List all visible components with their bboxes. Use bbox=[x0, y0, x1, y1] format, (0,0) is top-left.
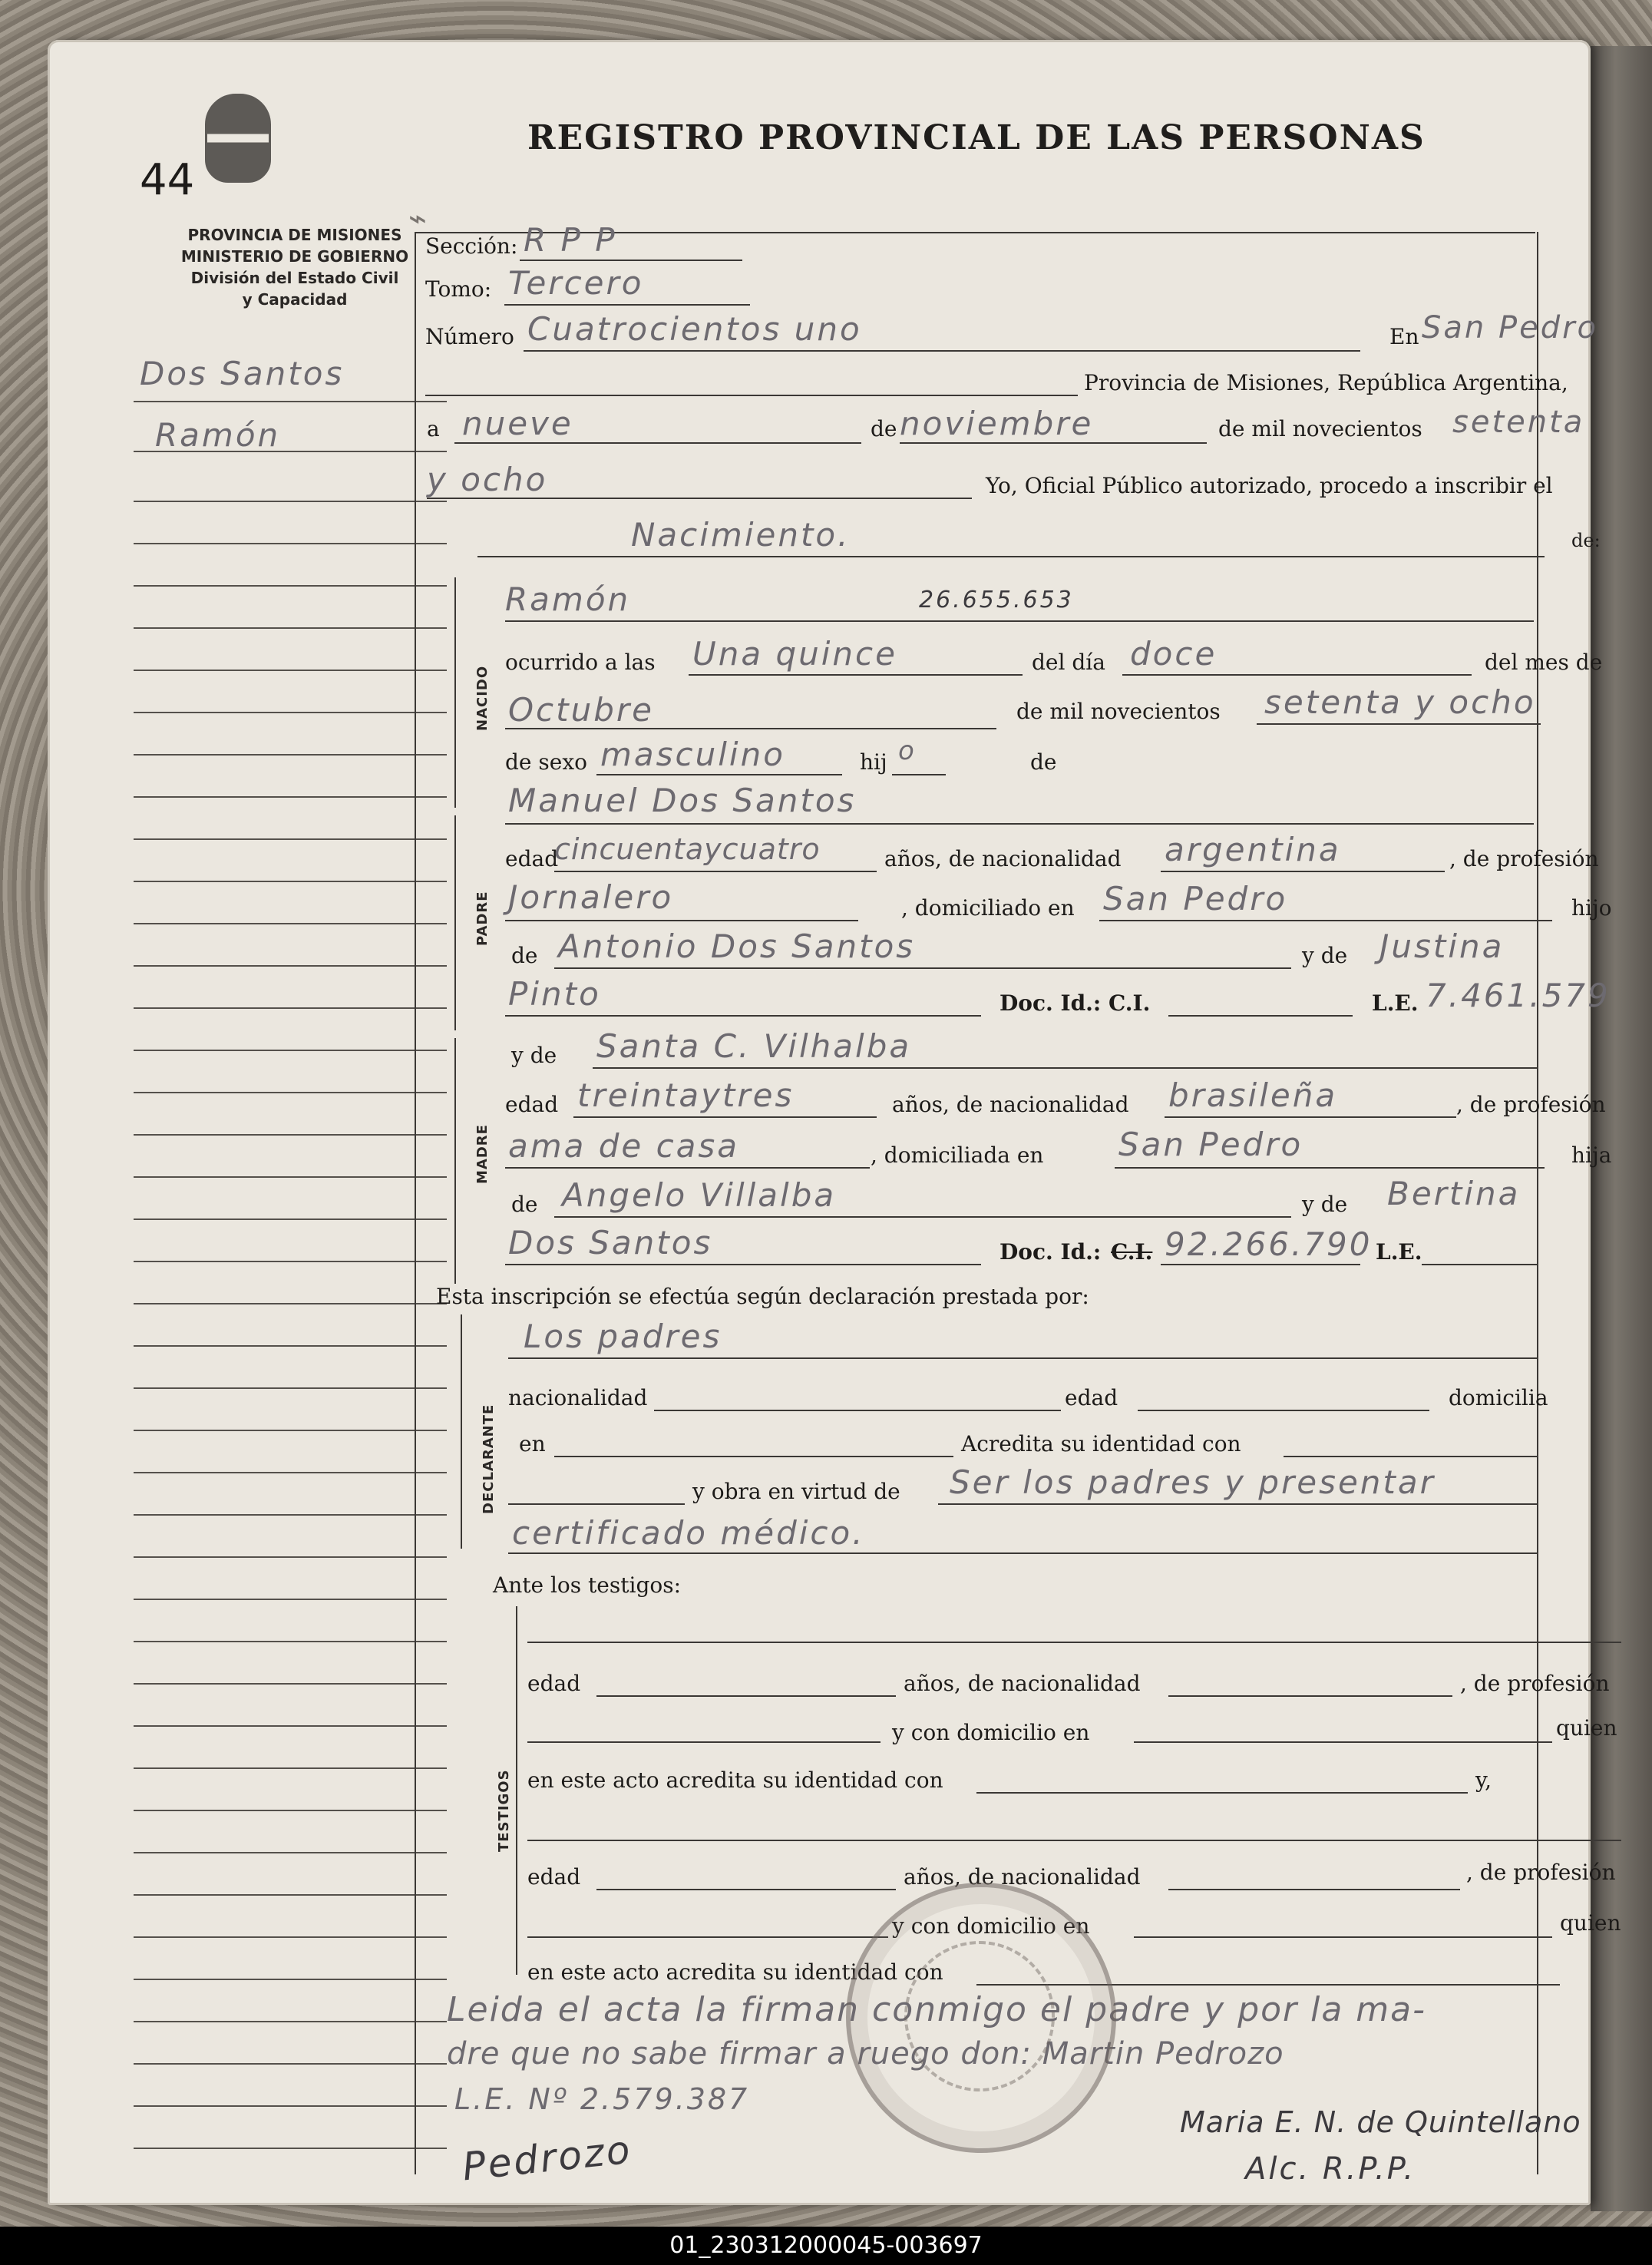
closing-line-3: L.E. Nº 2.579.387 bbox=[454, 2082, 750, 2116]
madre-section-label: MADRE bbox=[474, 1124, 491, 1184]
testigo2-dom-label: y con domicilio en bbox=[892, 1913, 1090, 1939]
numero-label: Número bbox=[425, 324, 514, 349]
madre-madre-de: Bertina bbox=[1387, 1175, 1521, 1212]
closing-line-2: dre que no sabe firmar a ruego don: Martin Pedrozo bbox=[447, 2036, 1284, 2072]
madre-le-label: L.E. bbox=[1376, 1239, 1422, 1265]
hora-value: Una quince bbox=[692, 635, 897, 673]
declarante-section-label: DECLARANTE bbox=[481, 1404, 497, 1514]
testigo1-dom-label: y con domicilio en bbox=[892, 1720, 1090, 1745]
coat-of-arms-icon bbox=[205, 94, 271, 183]
madre-profesion: ama de casa bbox=[508, 1127, 740, 1165]
madre-dom-label: , domiciliada en bbox=[871, 1142, 1044, 1168]
testigo1-nac-label: años, de nacionalidad bbox=[904, 1671, 1141, 1696]
del-mes-label: del mes de bbox=[1485, 650, 1603, 675]
nacido-numero: 26.655.653 bbox=[919, 587, 1074, 613]
ocurrido-label: ocurrido a las bbox=[505, 650, 656, 675]
en-value: San Pedro bbox=[1422, 310, 1599, 346]
declarante-intro: Esta inscripción se efectúa según declaración prestada por: bbox=[436, 1284, 1089, 1309]
padre-nombre: Manuel Dos Santos bbox=[508, 782, 857, 819]
testigo2-acredita-label: en este acto acredita su identidad con bbox=[527, 1959, 943, 1985]
testigo2-edad-label: edad bbox=[527, 1864, 581, 1890]
book-binding bbox=[1591, 46, 1652, 2211]
sexo-label: de sexo bbox=[505, 749, 587, 775]
de-label: de bbox=[871, 416, 897, 441]
nacido-mil-label: de mil novecientos bbox=[1016, 699, 1221, 724]
testigo1-edad-label: edad bbox=[527, 1671, 581, 1696]
testigos-section-label: TESTIGOS bbox=[496, 1769, 512, 1852]
padre-madre-de-apellido: Pinto bbox=[508, 975, 601, 1013]
nacido-dia: doce bbox=[1130, 635, 1218, 673]
page-number: 44 bbox=[140, 155, 195, 205]
tomo-value: Tercero bbox=[508, 264, 644, 302]
madre-doc-label: Doc. Id.: bbox=[999, 1239, 1102, 1265]
issuer-line: División del Estado Civil bbox=[190, 269, 399, 287]
numero-value: Cuatrocientos uno bbox=[527, 310, 862, 348]
nacido-nombre: Ramón bbox=[505, 580, 631, 618]
padre-doc-label: Doc. Id.: C.I. bbox=[999, 990, 1151, 1016]
issuer-line: PROVINCIA DE MISIONES bbox=[187, 226, 402, 244]
testigo2-quien-label: quien bbox=[1560, 1910, 1621, 1936]
padre-domicilio: San Pedro bbox=[1103, 880, 1288, 918]
issuer-block bbox=[134, 224, 456, 310]
padre-section-rule bbox=[454, 815, 456, 1030]
madre-section-rule bbox=[454, 1038, 456, 1284]
signature-title: Alc. R.P.P. bbox=[1245, 2151, 1416, 2187]
padre-le-label: L.E. bbox=[1372, 990, 1419, 1016]
testigo2-prof-label: , de profesión bbox=[1466, 1860, 1616, 1885]
del-dia-label: del día bbox=[1032, 650, 1105, 675]
hij-suffix: o bbox=[898, 736, 917, 766]
issuer-line: y Capacidad bbox=[242, 290, 348, 309]
madre-nac-label: años, de nacionalidad bbox=[892, 1092, 1129, 1117]
padre-hijo-label: hijo bbox=[1571, 895, 1612, 921]
hij-label: hij bbox=[860, 749, 887, 775]
signature-right: Maria E. N. de Quintellano bbox=[1180, 2105, 1581, 2139]
de-colon-label: de: bbox=[1571, 530, 1601, 551]
anio-value-1: setenta bbox=[1452, 405, 1585, 440]
padre-prof-label: , de profesión bbox=[1449, 846, 1599, 871]
madre-y-de-label: y de bbox=[511, 1043, 557, 1068]
testigos-section-rule bbox=[516, 1606, 517, 1975]
testigo1-prof-label: , de profesión bbox=[1460, 1671, 1610, 1696]
oficial-text: Yo, Oficial Público autorizado, procedo a inscribir el bbox=[986, 473, 1553, 498]
signature-left: Pedrozo bbox=[460, 2127, 635, 2190]
anio-value-2: y ocho bbox=[427, 461, 548, 498]
padre-profesion: Jornalero bbox=[508, 878, 674, 916]
madre-prof-label: , de profesión bbox=[1456, 1092, 1606, 1117]
a-label: a bbox=[427, 416, 440, 441]
margin-surname: Dos Santos bbox=[140, 355, 345, 392]
page-title: REGISTRO PROVINCIAL DE LAS PERSONAS bbox=[527, 118, 1426, 157]
closing-line-1: Leida el acta la firman conmigo el padre y por la ma- bbox=[447, 1990, 1426, 2029]
nacido-section-rule bbox=[454, 577, 456, 808]
testigo2-nac-label: años, de nacionalidad bbox=[904, 1864, 1141, 1890]
register-page bbox=[48, 40, 1621, 2205]
declarante-domicilia-label: domicilia bbox=[1449, 1385, 1548, 1410]
declarante-obra-label: y obra en virtud de bbox=[692, 1479, 900, 1504]
padre-madre-de: Justina bbox=[1379, 927, 1505, 965]
nacido-section-label: NACIDO bbox=[474, 665, 491, 731]
testigos-intro: Ante los testigos: bbox=[493, 1572, 682, 1598]
declarante-section-rule bbox=[461, 1314, 462, 1549]
padre-padre-de: Antonio Dos Santos bbox=[558, 927, 916, 965]
mes-value: noviembre bbox=[900, 405, 1094, 442]
image-caption: 01_230312000045-003697 bbox=[0, 2227, 1652, 2265]
padre-nac-label: años, de nacionalidad bbox=[884, 846, 1122, 871]
pencil-mark-icon: ⌁ bbox=[408, 201, 428, 236]
provincia-text: Provincia de Misiones, República Argentina, bbox=[1084, 370, 1568, 395]
seccion-value: R P P bbox=[524, 221, 617, 259]
en-label: En bbox=[1389, 324, 1419, 349]
testigo1-y-label: y, bbox=[1475, 1767, 1492, 1793]
madre-y-de2-label: y de bbox=[1302, 1192, 1348, 1217]
padre-nacionalidad: argentina bbox=[1165, 831, 1341, 868]
madre-madre-de-apellido: Dos Santos bbox=[508, 1224, 713, 1261]
declarante-nombre: Los padres bbox=[524, 1318, 722, 1355]
nacido-anio: setenta y ocho bbox=[1264, 683, 1536, 721]
padre-de-label: de bbox=[511, 943, 538, 968]
madre-nombre: Santa C. Vilhalba bbox=[596, 1027, 912, 1065]
madre-nacionalidad: brasileña bbox=[1168, 1076, 1338, 1114]
madre-ci: 92.266.790 bbox=[1165, 1225, 1373, 1263]
declarante-edad-label: edad bbox=[1065, 1385, 1118, 1410]
dia-value: nueve bbox=[462, 405, 573, 442]
padre-edad: cincuentaycuatro bbox=[554, 832, 821, 866]
declarante-acredita-label: Acredita su identidad con bbox=[961, 1431, 1241, 1457]
padre-y-de-label: y de bbox=[1302, 943, 1348, 968]
madre-domicilio: San Pedro bbox=[1118, 1126, 1303, 1163]
margin-given-name: Ramón bbox=[155, 416, 281, 454]
madre-edad-label: edad bbox=[505, 1092, 559, 1117]
padre-section-label: PADRE bbox=[474, 891, 491, 946]
madre-de-label: de bbox=[511, 1192, 538, 1217]
acto-value: Nacimiento. bbox=[631, 516, 851, 554]
seccion-label: Sección: bbox=[425, 233, 518, 259]
padre-le: 7.461.579 bbox=[1426, 977, 1611, 1014]
mil-label: de mil novecientos bbox=[1218, 416, 1422, 441]
declarante-nac-label: nacionalidad bbox=[508, 1385, 648, 1410]
issuer-line: MINISTERIO DE GOBIERNO bbox=[180, 247, 409, 266]
madre-edad: treintaytres bbox=[577, 1076, 795, 1114]
declarante-obra-1: Ser los padres y presentar bbox=[950, 1463, 1436, 1501]
testigo1-acredita-label: en este acto acredita su identidad con bbox=[527, 1767, 943, 1793]
hij-de-label: de bbox=[1030, 749, 1057, 775]
column-divider bbox=[415, 232, 416, 2174]
sexo-value: masculino bbox=[600, 736, 785, 773]
testigo1-quien-label: quien bbox=[1556, 1715, 1617, 1741]
madre-hija-label: hija bbox=[1571, 1142, 1612, 1168]
padre-dom-label: , domiciliado en bbox=[901, 895, 1075, 921]
madre-padre-de: Angelo Villalba bbox=[562, 1176, 837, 1214]
nacido-mes: Octubre bbox=[508, 691, 655, 729]
official-seal-stamp bbox=[846, 1883, 1116, 2153]
declarante-obra-2: certificado médico. bbox=[512, 1514, 865, 1552]
madre-ci-label: C.I. bbox=[1111, 1239, 1153, 1265]
declarante-en-label: en bbox=[519, 1431, 546, 1457]
padre-edad-label: edad bbox=[505, 846, 559, 871]
tomo-label: Tomo: bbox=[425, 276, 492, 302]
